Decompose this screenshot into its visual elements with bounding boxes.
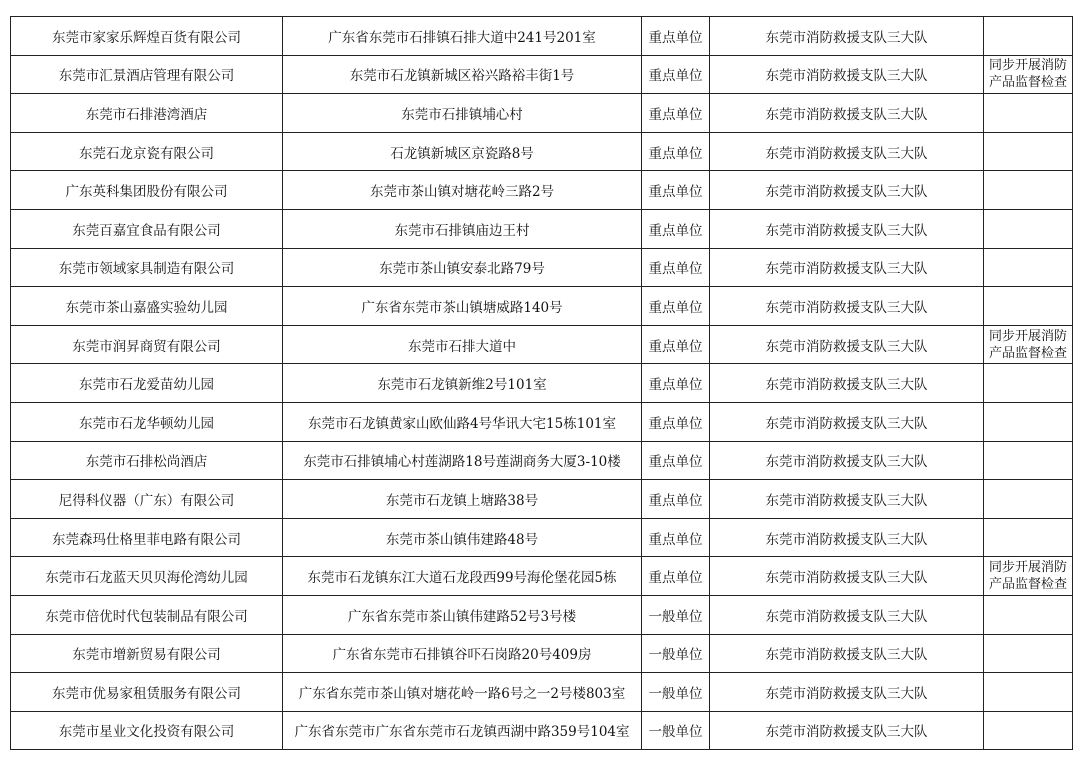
table-row bbox=[11, 55, 1073, 94]
table-row bbox=[11, 364, 1073, 403]
table-row bbox=[11, 248, 1073, 287]
address-cell: 东莞市石排镇埔心村 bbox=[283, 94, 642, 133]
unit-category-cell: 重点单位 bbox=[642, 557, 710, 596]
table-row bbox=[11, 441, 1073, 480]
address-cell: 东莞市石龙镇新维2号101室 bbox=[283, 364, 642, 403]
address-cell: 广东省东莞市石排镇石排大道中241号201室 bbox=[283, 17, 642, 56]
responsible-unit-cell: 东莞市消防救援支队三大队 bbox=[710, 402, 984, 441]
company-name-cell: 东莞百嘉宜食品有限公司 bbox=[11, 209, 283, 248]
responsible-unit-cell: 东莞市消防救援支队三大队 bbox=[710, 711, 984, 750]
address-cell: 东莞市茶山镇对塘花岭三路2号 bbox=[283, 171, 642, 210]
company-name-cell: 东莞市茶山嘉盛实验幼儿园 bbox=[11, 287, 283, 326]
remark-cell bbox=[984, 17, 1073, 56]
company-name-cell: 东莞市倍优时代包装制品有限公司 bbox=[11, 595, 283, 634]
responsible-unit-cell: 东莞市消防救援支队三大队 bbox=[710, 441, 984, 480]
table-row bbox=[11, 132, 1073, 171]
address-cell: 广东省东莞市广东省东莞市石龙镇西湖中路359号104室 bbox=[283, 711, 642, 750]
table-row bbox=[11, 94, 1073, 133]
unit-category-cell: 重点单位 bbox=[642, 248, 710, 287]
unit-category-cell: 重点单位 bbox=[642, 325, 710, 364]
unit-category-cell: 重点单位 bbox=[642, 171, 710, 210]
responsible-unit-cell: 东莞市消防救援支队三大队 bbox=[710, 55, 984, 94]
company-name-cell: 东莞市增新贸易有限公司 bbox=[11, 634, 283, 673]
responsible-unit-cell: 东莞市消防救援支队三大队 bbox=[710, 480, 984, 519]
responsible-unit-cell: 东莞市消防救援支队三大队 bbox=[710, 634, 984, 673]
unit-category-cell: 一般单位 bbox=[642, 673, 710, 712]
address-cell: 东莞市茶山镇伟建路48号 bbox=[283, 518, 642, 557]
remark-cell bbox=[984, 132, 1073, 171]
remark-cell bbox=[984, 441, 1073, 480]
unit-category-cell: 重点单位 bbox=[642, 441, 710, 480]
address-cell: 东莞市石排镇庙边王村 bbox=[283, 209, 642, 248]
address-cell: 东莞市石龙镇上塘路38号 bbox=[283, 480, 642, 519]
company-name-cell: 尼得科仪器（广东）有限公司 bbox=[11, 480, 283, 519]
table-row bbox=[11, 287, 1073, 326]
company-name-cell: 东莞石龙京瓷有限公司 bbox=[11, 132, 283, 171]
responsible-unit-cell: 东莞市消防救援支队三大队 bbox=[710, 595, 984, 634]
table-row bbox=[11, 595, 1073, 634]
address-cell: 东莞市石排大道中 bbox=[283, 325, 642, 364]
table-row bbox=[11, 171, 1073, 210]
address-cell: 广东省东莞市石排镇谷吓石岗路20号409房 bbox=[283, 634, 642, 673]
remark-cell: 同步开展消防产品监督检查 bbox=[984, 325, 1073, 364]
address-cell: 广东省东莞市茶山镇塘威路140号 bbox=[283, 287, 642, 326]
company-name-cell: 东莞市石排松尚酒店 bbox=[11, 441, 283, 480]
table-row bbox=[11, 325, 1073, 364]
table-row bbox=[11, 402, 1073, 441]
unit-category-cell: 重点单位 bbox=[642, 287, 710, 326]
unit-category-cell: 重点单位 bbox=[642, 480, 710, 519]
unit-category-cell: 一般单位 bbox=[642, 711, 710, 750]
unit-category-cell: 重点单位 bbox=[642, 518, 710, 557]
unit-category-cell: 重点单位 bbox=[642, 364, 710, 403]
company-name-cell: 东莞市优易家租赁服务有限公司 bbox=[11, 673, 283, 712]
responsible-unit-cell: 东莞市消防救援支队三大队 bbox=[710, 132, 984, 171]
remark-cell bbox=[984, 209, 1073, 248]
remark-cell bbox=[984, 248, 1073, 287]
company-name-cell: 东莞市星业文化投资有限公司 bbox=[11, 711, 283, 750]
unit-category-cell: 重点单位 bbox=[642, 132, 710, 171]
company-name-cell: 东莞森玛仕格里菲电路有限公司 bbox=[11, 518, 283, 557]
remark-cell bbox=[984, 634, 1073, 673]
company-name-cell: 东莞市石龙华顿幼儿园 bbox=[11, 402, 283, 441]
remark-cell bbox=[984, 94, 1073, 133]
address-cell: 广东省东莞市茶山镇伟建路52号3号楼 bbox=[283, 595, 642, 634]
company-name-cell: 东莞市石排港湾酒店 bbox=[11, 94, 283, 133]
remark-cell bbox=[984, 171, 1073, 210]
responsible-unit-cell: 东莞市消防救援支队三大队 bbox=[710, 287, 984, 326]
responsible-unit-cell: 东莞市消防救援支队三大队 bbox=[710, 557, 984, 596]
table-row bbox=[11, 557, 1073, 596]
remark-cell bbox=[984, 364, 1073, 403]
company-name-cell: 东莞市汇景酒店管理有限公司 bbox=[11, 55, 283, 94]
table-row bbox=[11, 209, 1073, 248]
unit-category-cell: 重点单位 bbox=[642, 55, 710, 94]
remark-cell bbox=[984, 711, 1073, 750]
unit-category-cell: 一般单位 bbox=[642, 595, 710, 634]
responsible-unit-cell: 东莞市消防救援支队三大队 bbox=[710, 209, 984, 248]
responsible-unit-cell: 东莞市消防救援支队三大队 bbox=[710, 518, 984, 557]
inspection-table bbox=[10, 16, 1073, 750]
responsible-unit-cell: 东莞市消防救援支队三大队 bbox=[710, 171, 984, 210]
company-name-cell: 东莞市润昇商贸有限公司 bbox=[11, 325, 283, 364]
remark-cell: 同步开展消防产品监督检查 bbox=[984, 557, 1073, 596]
unit-category-cell: 重点单位 bbox=[642, 209, 710, 248]
company-name-cell: 东莞市石龙蓝天贝贝海伦湾幼儿园 bbox=[11, 557, 283, 596]
responsible-unit-cell: 东莞市消防救援支队三大队 bbox=[710, 94, 984, 133]
table-row bbox=[11, 518, 1073, 557]
address-cell: 东莞市石龙镇黄家山欧仙路4号华讯大宅15栋101室 bbox=[283, 402, 642, 441]
table-row bbox=[11, 480, 1073, 519]
address-cell: 东莞市石排镇埔心村莲湖路18号莲湖商务大厦3-10楼 bbox=[283, 441, 642, 480]
remark-cell: 同步开展消防产品监督检查 bbox=[984, 55, 1073, 94]
table-row bbox=[11, 711, 1073, 750]
table-row bbox=[11, 17, 1073, 56]
responsible-unit-cell: 东莞市消防救援支队三大队 bbox=[710, 17, 984, 56]
remark-cell bbox=[984, 595, 1073, 634]
unit-category-cell: 重点单位 bbox=[642, 94, 710, 133]
remark-cell bbox=[984, 480, 1073, 519]
table-body bbox=[11, 17, 1073, 750]
remark-cell bbox=[984, 287, 1073, 326]
address-cell: 东莞市茶山镇安泰北路79号 bbox=[283, 248, 642, 287]
address-cell: 广东省东莞市茶山镇对塘花岭一路6号之一2号楼803室 bbox=[283, 673, 642, 712]
responsible-unit-cell: 东莞市消防救援支队三大队 bbox=[710, 248, 984, 287]
remark-cell bbox=[984, 402, 1073, 441]
remark-cell bbox=[984, 673, 1073, 712]
address-cell: 东莞市石龙镇东江大道石龙段西99号海伦堡花园5栋 bbox=[283, 557, 642, 596]
table-row bbox=[11, 634, 1073, 673]
unit-category-cell: 重点单位 bbox=[642, 17, 710, 56]
company-name-cell: 东莞市石龙爱苗幼儿园 bbox=[11, 364, 283, 403]
responsible-unit-cell: 东莞市消防救援支队三大队 bbox=[710, 325, 984, 364]
unit-category-cell: 一般单位 bbox=[642, 634, 710, 673]
address-cell: 石龙镇新城区京瓷路8号 bbox=[283, 132, 642, 171]
address-cell: 东莞市石龙镇新城区裕兴路裕丰街1号 bbox=[283, 55, 642, 94]
remark-cell bbox=[984, 518, 1073, 557]
company-name-cell: 广东英科集团股份有限公司 bbox=[11, 171, 283, 210]
table-row bbox=[11, 673, 1073, 712]
unit-category-cell: 重点单位 bbox=[642, 402, 710, 441]
responsible-unit-cell: 东莞市消防救援支队三大队 bbox=[710, 364, 984, 403]
company-name-cell: 东莞市领域家具制造有限公司 bbox=[11, 248, 283, 287]
company-name-cell: 东莞市家家乐辉煌百货有限公司 bbox=[11, 17, 283, 56]
responsible-unit-cell: 东莞市消防救援支队三大队 bbox=[710, 673, 984, 712]
